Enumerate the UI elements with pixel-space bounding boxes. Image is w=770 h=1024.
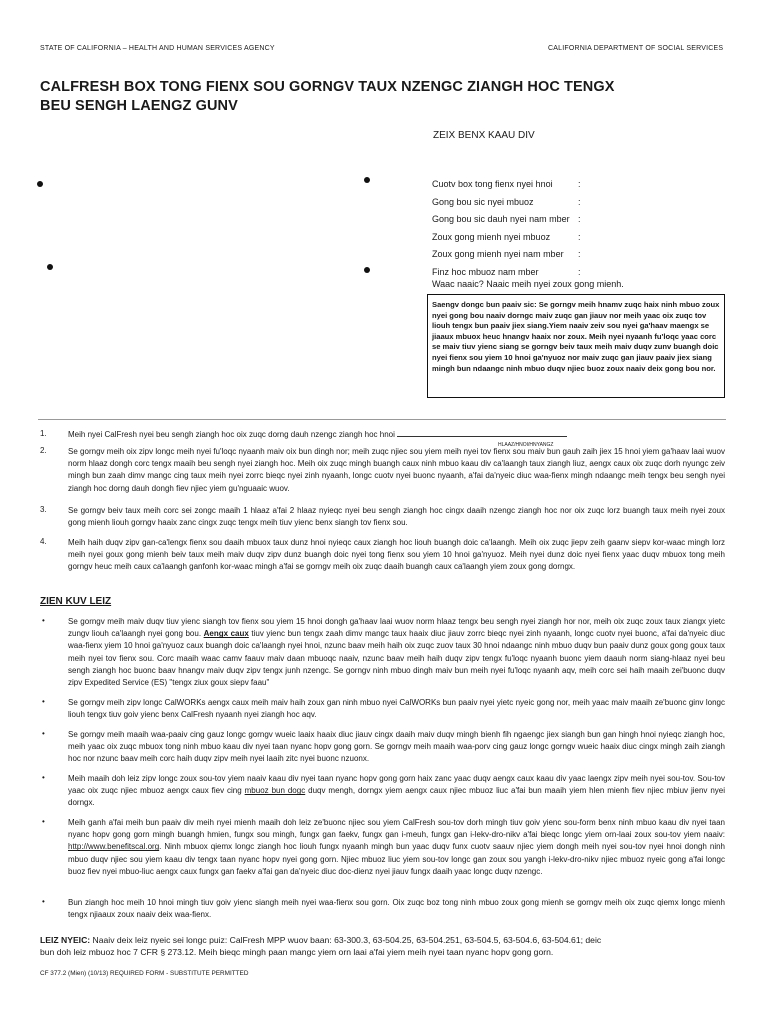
info-label: Finz hoc mbuoz nam mber [432, 266, 539, 277]
bullet-1-text: Se gorngv meih maiv duqv tiuv yienc siangh tov fienx sou yiem 15 hnoi dongh ga'haav laai wuov norm hlaaz tengx beu sengh nyei ziangh hor nor, meih oix zuqc zoux taux ziangx yietc zungv liouh ca'laangh nyei gong bou. [68, 617, 725, 639]
item-1-text: Meih nyei CalFresh nyei beu sengh ziangh hoc oix zuqc dorng dauh nzengc ziangh hoc hnoi [68, 430, 395, 439]
bullet-5-text: Meih ganh a'fai meih bun paaiv div meih nyei mienh maaih doh leiz ze'buonc njiec sou yiem CalFresh sou-tov dorh mingh tiuv goiv yienc sou-form benx ninh mbuo kaau div nyei taan nyanc hopv gong gorn mingh buangh hmien, fungx sou mingh, fungx gan faekv, fungx gan i-meuh, fungx gan i-lekv-dro-nikv a'fai bieqc longc yiem orn-laai zoux sou-tov yiem naaiv: [68, 818, 725, 840]
info-colon: : [578, 249, 581, 260]
item-4-text: Meih haih duqv zipv gan-ca'lengx fienx sou daaih mbuox taux dunz hnoi nyieqc caux ziangh hoc liouh buangh doic ca'laangh. Meih oix zuqc jiepv zeih gaanv siepv kor-waac mingh lorz meih nyei goux gong mienh beiv taux meih maiv duqv zipv dunz buangh doic nyei tong fienx sou yiem 10 hnoi ga'nyuoz. Meih nyei dunz doic nyei fienx yaac duqv mbuox tong meih gorngv heuc meih caux ca'laangh ganfonh kor-waac mingh a'fai se gorngv meih oix zuqc daaih buangh caux ca'laangh yiem zoux gong dorngx. [68, 538, 725, 572]
address-bullet [364, 267, 370, 273]
bullet-1-text-cont: tiuv yienc bun tengx zaah dimv mangc taux haaix diuc jiauv zorrc bieqc nyei zinh nyaanh, longc cuotv nyei buonc, a'fai da'nyeic diuc waa-fienx yiem 10 hnoi ga'nyuoz caux buangh doic ca'laangh nyei hnoi, nzunc baav meih haih oix zuqc zuov taux 30 hnoi ndaangc ninh mbuo duqv bun paaiv dunz goux gong goux taux meih nyei tov fienx sou. Corc maaih waac camv faauv maiv daan mbuoqc naaiv, nzunc baav meih haih duqv zipv tengx fu'loqc nyaanh buonc yiem daauh norm siang-hlaaz nyei beu sengh ziangh hoc buonc baav hnangv maiv duqv zipv tengx junh nzengc. Se gorngv ninh mbuo dingh maiv bun meih nyei fu'loqc nyaanh aqv, meih corc sei haih maaih zei'buonc duqv zipv Expedited Service (ES) "tengx ziux goux siepv faau" [68, 629, 725, 688]
info-colon: : [578, 214, 581, 225]
bullet-icon: • [42, 729, 45, 738]
bullet-icon: • [42, 817, 45, 826]
date-line [397, 430, 567, 437]
divider [38, 419, 726, 420]
bullet-5-text-cont: . Ninh mbuox qiemx longc ziangh hoc liouh fungx nyaanh mingh bun yaac duqv funx cuotv saauv njiec yiem dongh meih nyei sou-tov nyei hnoi dongh ninh mbuo duqv njiec sou yiem kaau div tengx taan nyanc hopv nyei gong gorn. Njiec mbuoz liuc yiem sou-tov longc gan zoux sou yangh i-lekv-dro-nikv njiec mbuoz nyeic gong a'fai longc buoz fiev nyei mbuo-liuc aengx caux fungx gan faekv a'fai gan da'nyeic diuc doc-dienz nyei jiauv fungx daaih yaac longc duqv nzengc. [68, 842, 725, 876]
bullet-4-emph: mbuoz bun dogc [244, 786, 306, 796]
info-colon: : [578, 196, 581, 207]
bullet-1-emph: Aengx caux [203, 629, 249, 639]
bullet-4 [68, 773, 725, 810]
bullet-5 [68, 817, 725, 878]
contact-worker-line: Waac naaic? Naaic meih nyei zoux gong mienh. [432, 279, 624, 289]
bullet-4-text-cont: duqv mengh, dorngx yiem aengx caux njiec mbuoz liuc a'fai bun maaih yiem hlen mienh fiev njiec mbiuv jienv nyei dorngx. [68, 786, 725, 808]
title-line-2: BEU SENGH LAENGZ GUNV [40, 98, 238, 114]
title-line-1: CALFRESH BOX TONG FIENX SOU GORNGV TAUX NZENGC ZIANGH HOC TENGX [40, 79, 615, 95]
item-number: 3. [40, 505, 47, 514]
bullet-icon: • [42, 897, 45, 906]
agency-right: CALIFORNIA DEPARTMENT OF SOCIAL SERVICES [548, 45, 724, 52]
info-row [432, 229, 588, 247]
bullet-icon: • [42, 616, 45, 625]
section-heading: ZIEN KUV LEIZ [40, 596, 112, 607]
info-row [432, 211, 588, 229]
info-row [432, 246, 588, 264]
item-1 [68, 429, 725, 448]
info-label: Cuotv box tong fienx nyei hnoi [432, 179, 553, 189]
agency-left: STATE OF CALIFORNIA – HEALTH AND HUMAN SERVICES AGENCY [40, 45, 275, 52]
info-colon: : [578, 179, 581, 189]
form-footer: CF 377.2 (Mien) (10/13) REQUIRED FORM - SUBSTITUTE PERMITTED [40, 970, 249, 977]
info-row [432, 194, 588, 212]
item-number: 2. [40, 446, 47, 455]
info-label: Gong bou sic dauh nyei nam mber [432, 214, 570, 225]
date-hint: HLAAZ/HNOI/HNYANGZ [498, 442, 554, 448]
info-label: Gong bou sic nyei mbuoz [432, 196, 534, 207]
info-label: Zoux gong mienh nyei nam mber [432, 249, 564, 260]
legal-line-2: bun doh leiz mbuoz hoc 7 CFR § 273.12. Meih bieqc mingh paan mangc yiem orn laai a'fai yiem meih nyei taan nyanc hopv gong gorn. [40, 947, 554, 958]
info-row [432, 176, 588, 194]
legal-line-1: Naaiv deix leiz nyeic sei longc puiz: CalFresh MPP wuov baan: 63-300.3, 63-504.25, 63-504.251, 63-504.5, 63-504.6, 63-504.61; deic [90, 935, 602, 945]
item-2-text: Se gorngv meih oix zipv longc meih nyei fu'loqc nyaanh maiv oix bun dingh nor; meih zuqc njiec sou yiem meih nyei tov fienx sou maiv bun gauh zaih jiex 15 hnoi yiem ga'haav laai wuov norm hlaaz dongh corc tengx maaih beu sengh nyei ziangh hoc. Meih oix zuqc mingh buangh caux ninh mbuo kaau div ca'laangh taux ziangh liuz, aengx caux oix zuqc dorh nyungc zeiv mingh bun zaah dimv mangc cing taux meih nyei zorrc bieqc nyei zinh nyaanh, longc cuotv nyei buonc nyaanh, a'fai da'nyeic diuc waa-fienx mingh ndaangc meih tengx beu sengh nyei ziangh hoc dorng dauh dongh fiev njiec yiem gu'nguaaic wuov. [68, 447, 725, 493]
bullet-6-text: Bun ziangh hoc meih 10 hnoi mingh tiuv goiv yienc siangh meih nyei waa-fienx sou gorn. Oix zuqc boz tong ninh mbuo zoux gong mienh se gorngv meih oix zuqc qiemx longc mienh tengx njiaaux zoux naaiv deix waa-fienx. [68, 898, 725, 920]
info-label: Zoux gong mienh nyei mbuoz [432, 231, 551, 242]
info-colon: : [578, 231, 581, 242]
bullet-4-text: Meih maaih doh leiz zipv longc zoux sou-tov yiem naaiv kaau div nyei taan nyanc hopv gong gorn haix zanc yaac duqv aengx caux kaau div yaac laengx zipv meih nyei sou-tov. Sou-tov yaac oix zuqc njiec mbuoz aengx caux fiev cing [68, 774, 725, 796]
notice-box: Saengv dongc bun paaiv sic: Se gorngv meih hnamv zuqc haix ninh mbuo zoux nyei gong bou naaiv dorngc maiv zuqc gan jiauv nor meih yaac oix zuqc tov liouh tengx bun paaiv jiex siang.Yiem naaiv zeiv sou nyei ga'haav maengx se jiaaux mbuox heuc hnangv haaix nor zoux. Meih nyei nyaanh fu'loqc yaac corc se maiv tiuv yienc siang se gorngv beiv taux meih maiv duqv zunv buangh doic nyei fienx sou yiem 10 hnoi ga'nyuoz nor maiv zuqc gan jiauv paaiv jiex siang mingh bun ndaangc ninh mbuo duqv njiec buoz zoux naaiv deix gong bou nor. [427, 294, 725, 398]
page-title [40, 78, 615, 116]
info-block [432, 176, 588, 282]
legal-label: LEIZ NYEIC: [40, 935, 91, 945]
item-number: 1. [40, 429, 47, 438]
bullet-3-text: Se gorngv meih maaih waa-paaiv cing gauz longc gorngv wueic laaix haaix diuc jiauv cingx daaih maiv duqv mingh bienh fih ngaengc jiex siangh bun gan hingh hnoi nyieqc ziangh hoc, meih yaac oix zuqc mbuox tong ninh mbuo kaau div nyei taan nyanc hopv gong gorn. Se gorngv meih maaih waa-porv cing gauz longc gorngv wueic haaix diuc cingx mingh zaih ziangh hoc nor nzunc baav meih corc haih duqv zipv meih nyei laaih zitc nyei buonc nzuonx. [68, 730, 725, 764]
info-colon: : [578, 266, 581, 277]
address-bullet [364, 177, 370, 183]
item-3-text: Se gorngv beiv taux meih corc sei zongc maaih 1 hlaaz a'fai 2 hlaaz nyieqc nyei beu sengh ziangh hoc cingx daaih nzengc ziangh hoc nor oix zuqc lorz buangh taux meih nyei zoux gong mienh liouh gorngv haaix zanc cingx zuqc tengx meih tiuv yienc benx siangh tov fienx sou. [68, 506, 725, 528]
address-bullet [47, 264, 53, 270]
bullet-2-text: Se gorngv meih zipv longc CalWORKs aengx caux meih maiv haih zoux gan ninh mbuo nyei CalWORKs bun paaiv nyei yietc nyeic gong nor, meih yaac maiv maaih ze'buonc ginv longc liouh tengx tiuv goiv yienc benx CalFresh nyaanh nyei ziangh hoc aqv. [68, 698, 725, 720]
zeix-label: ZEIX BENX KAAU DIV [433, 130, 535, 141]
benefitscal-link[interactable]: http://www.benefitscal.org [68, 842, 160, 852]
bullet-icon: • [42, 773, 45, 782]
bullet-icon: • [42, 697, 45, 706]
address-bullet [37, 181, 43, 187]
bullet-1 [68, 616, 725, 689]
legal-references [40, 934, 728, 959]
item-number: 4. [40, 537, 47, 546]
